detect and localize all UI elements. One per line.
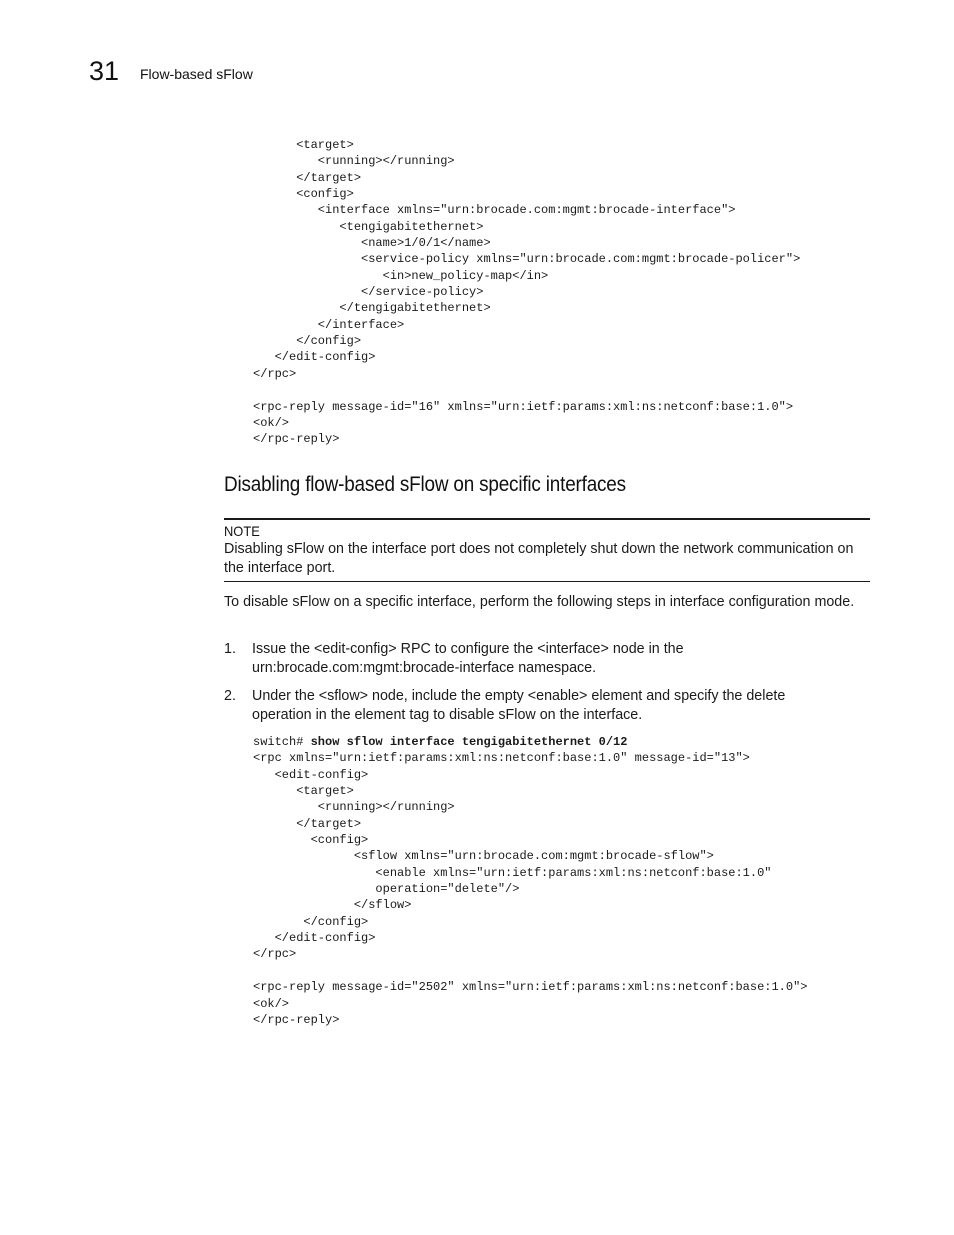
note-label: NOTE (224, 523, 260, 539)
code-line (253, 382, 800, 398)
code-line: </edit-config> (253, 350, 376, 365)
step-text: Under the <sflow> node, include the empty <enable> element and specify the delete operation in the element tag to disable sFlow on the interface. (252, 688, 786, 723)
code-line: <in>new_policy-map</in> (253, 268, 549, 283)
note-bottom-rule (224, 581, 870, 582)
code-line: </edit-config> (253, 931, 376, 946)
code-line: </rpc-reply> (253, 432, 340, 447)
code-line: </service-policy> (253, 285, 484, 300)
code-line: <sflow xmlns="urn:brocade.com:mgmt:brocade-sflow"> (253, 849, 714, 864)
code-line: </config> (253, 914, 369, 929)
code-line: <running></running> (253, 154, 455, 169)
command-text: show sflow interface tengigabitethernet 0/12 (310, 735, 628, 749)
code-line: <ok/> (253, 996, 290, 1011)
code-line (253, 963, 808, 979)
code-line: </config> (253, 334, 362, 349)
code-line: <enable xmlns="urn:ietf:params:xml:ns:netconf:base:1.0" (253, 865, 772, 880)
code-line: </rpc-reply> (253, 1012, 340, 1027)
code-line: </tengigabitethernet> (253, 301, 491, 316)
code-line: <config> (253, 187, 354, 202)
code-line: </rpc> (253, 366, 297, 381)
code-line: <target> (253, 138, 354, 152)
code-block-sflow-disable (253, 734, 808, 1028)
code-line: <tengigabitethernet> (253, 219, 484, 234)
code-line: <rpc-reply message-id="2502" xmlns="urn:ietf:params:xml:ns:netconf:base:1.0"> (253, 980, 808, 995)
section-heading: Disabling flow-based sFlow on specific interfaces (224, 473, 626, 496)
code-line: </rpc> (253, 947, 297, 962)
note-text: Disabling sFlow on the interface port does not completely shut down the network communication on the interface port. (224, 541, 854, 576)
code-line: </interface> (253, 317, 405, 332)
code-block-netconf-policy (253, 137, 800, 448)
note-top-rule (224, 518, 870, 520)
intro-paragraph: To disable sFlow on a specific interface, perform the following steps in interface configuration mode. (224, 594, 855, 610)
code-line: <interface xmlns="urn:brocade.com:mgmt:brocade-interface"> (253, 203, 736, 218)
code-line: <ok/> (253, 415, 290, 430)
chapter-number: 31 (89, 56, 120, 86)
code-line: <rpc-reply message-id="16" xmlns="urn:ietf:params:xml:ns:netconf:base:1.0"> (253, 399, 794, 414)
step-number: 2. (224, 688, 236, 704)
code-line: <rpc xmlns="urn:ietf:params:xml:ns:netconf:base:1.0" message-id="13"> (253, 751, 750, 766)
code-line: <target> (253, 784, 354, 799)
step-number: 1. (224, 641, 236, 657)
code-line: </target> (253, 170, 362, 185)
code-line: <service-policy xmlns="urn:brocade.com:mgmt:brocade-policer"> (253, 252, 801, 267)
code-line: </sflow> (253, 898, 412, 913)
code-line: <config> (253, 833, 369, 848)
chapter-title: Flow-based sFlow (140, 66, 253, 82)
code-line: </target> (253, 816, 362, 831)
code-line: <running></running> (253, 800, 455, 815)
step-text: Issue the <edit-config> RPC to configure the <interface> node in the urn:brocade.com:mgmt:brocade-interface namespace. (252, 641, 684, 676)
command-line (253, 734, 808, 750)
code-line: <edit-config> (253, 767, 369, 782)
code-line: operation="delete"/> (253, 882, 520, 897)
code-line: <name>1/0/1</name> (253, 236, 491, 251)
command-prompt: switch# (253, 735, 311, 749)
